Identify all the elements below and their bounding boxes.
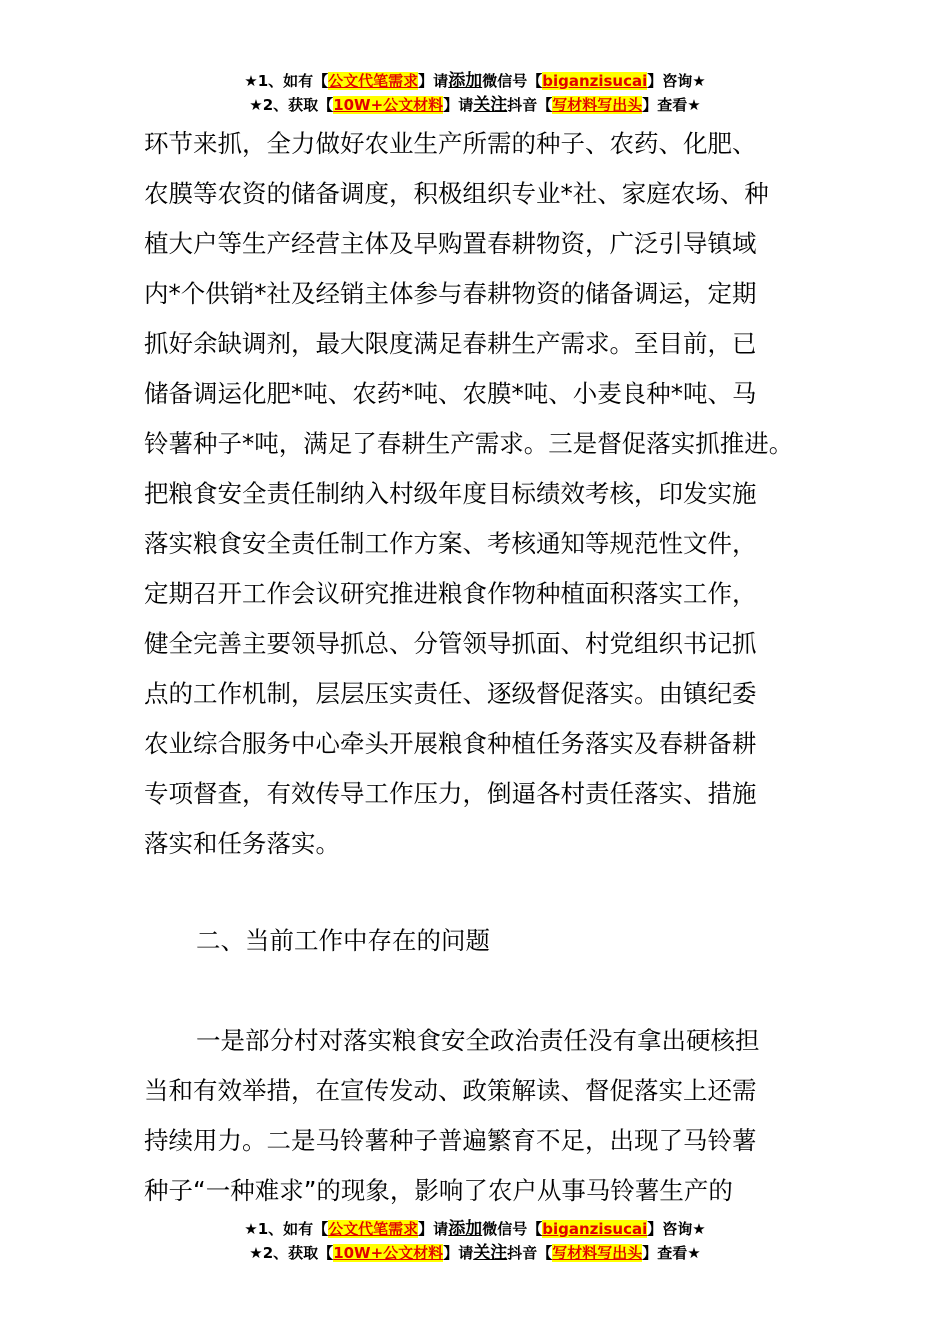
text: 微信号【 <box>482 1220 543 1238</box>
text-line: 落实和任务落实。 <box>144 829 340 858</box>
emphasis: 关注 <box>473 1243 508 1263</box>
wechat-id: biganzisucai <box>542 72 648 90</box>
text: 】咨询★ <box>647 1220 706 1238</box>
promo-line-2 <box>0 93 950 117</box>
text-line: 健全完善主要领导抓总、分管领导抓面、村党组织书记抓 <box>144 629 757 658</box>
text-line: 专项督查，有效传导工作压力，倒逼各村责任落实、措施 <box>144 779 757 808</box>
text: 】咨询★ <box>647 72 706 90</box>
promo-banner-top <box>0 69 950 117</box>
text-line: 铃薯种子*吨，满足了春耕生产需求。三是督促落实抓推进。 <box>144 429 794 458</box>
text: ★2、获取【 <box>249 96 334 114</box>
paragraph-2 <box>144 1016 844 1216</box>
text: 】查看★ <box>642 1244 701 1262</box>
emphasis: 关注 <box>473 95 508 115</box>
text: 抖音【 <box>507 1244 553 1262</box>
text: 】请 <box>443 1244 474 1262</box>
promo-line-2 <box>0 1241 950 1265</box>
text: 】请 <box>418 72 449 90</box>
text-line: 内*个供销*社及经销主体参与春耕物资的储备调运，定期 <box>144 279 757 308</box>
text-line: 种子“一种难求”的现象，影响了农户从事马铃薯生产的 <box>144 1176 733 1205</box>
promo-line-1 <box>0 69 950 93</box>
text-line: 点的工作机制，层层压实责任、逐级督促落实。由镇纪委 <box>144 679 757 708</box>
text-line: 定期召开工作会议研究推进粮食作物种植面积落实工作， <box>144 579 757 608</box>
text: 微信号【 <box>482 72 543 90</box>
paragraph-1 <box>144 119 844 869</box>
text-line: 储备调运化肥*吨、农药*吨、农膜*吨、小麦良种*吨、马 <box>144 379 757 408</box>
text-line: 农膜等农资的储备调度，积极组织专业*社、家庭农场、种 <box>144 179 769 208</box>
section-heading <box>196 916 896 966</box>
highlight: 10W+公文材料 <box>333 1244 444 1262</box>
text: 】查看★ <box>642 96 701 114</box>
text: ★1、如有【 <box>244 72 329 90</box>
text-line: 落实粮食安全责任制工作方案、考核通知等规范性文件， <box>144 529 757 558</box>
text: 】请 <box>443 96 474 114</box>
wechat-id: biganzisucai <box>542 1220 648 1238</box>
emphasis: 添加 <box>448 1219 483 1239</box>
promo-line-1 <box>0 1217 950 1241</box>
text-line: 农业综合服务中心牵头开展粮食种植任务落实及春耕备耕 <box>144 729 757 758</box>
heading-text: 二、当前工作中存在的问题 <box>196 926 490 955</box>
promo-banner-bottom <box>0 1217 950 1265</box>
douyin-name: 写材料写出头 <box>552 1244 643 1262</box>
text: 抖音【 <box>507 96 553 114</box>
text-line: 持续用力。二是马铃薯种子普遍繁育不足，出现了马铃薯 <box>144 1126 757 1155</box>
text-line: 当和有效举措，在宣传发动、政策解读、督促落实上还需 <box>144 1076 757 1105</box>
text: 】请 <box>418 1220 449 1238</box>
text-line: 一是部分村对落实粮食安全政治责任没有拿出硬核担 <box>196 1026 760 1055</box>
text: ★1、如有【 <box>244 1220 329 1238</box>
text-line: 环节来抓，全力做好农业生产所需的种子、农药、化肥、 <box>144 129 757 158</box>
highlight: 公文代笔需求 <box>328 1220 419 1238</box>
douyin-name: 写材料写出头 <box>552 96 643 114</box>
text-line: 把粮食安全责任制纳入村级年度目标绩效考核，印发实施 <box>144 479 757 508</box>
text: ★2、获取【 <box>249 1244 334 1262</box>
emphasis: 添加 <box>448 71 483 91</box>
highlight: 10W+公文材料 <box>333 96 444 114</box>
text-line: 植大户等生产经营主体及早购置春耕物资，广泛引导镇域 <box>144 229 757 258</box>
text-line: 抓好余缺调剂，最大限度满足春耕生产需求。至目前，已 <box>144 329 757 358</box>
highlight: 公文代笔需求 <box>328 72 419 90</box>
